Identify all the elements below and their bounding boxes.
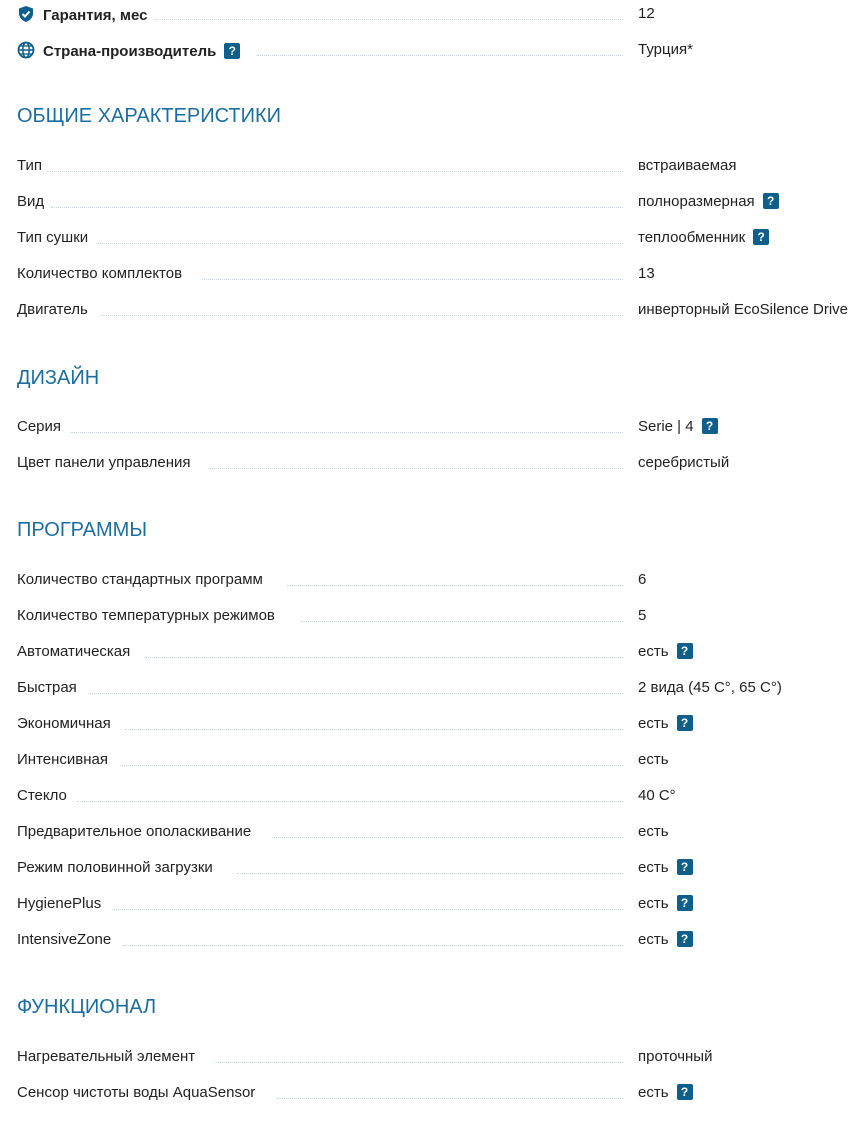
spec-value: есть (638, 751, 669, 768)
spec-value-text: полноразмерная (638, 193, 755, 210)
spec-label: Вид (17, 193, 45, 210)
spec-label (17, 41, 240, 61)
dotted-leader (272, 837, 623, 838)
dotted-leader (287, 585, 623, 586)
spec-label: Количество температурных режимов (17, 607, 275, 624)
spec-value: 6 (638, 571, 647, 588)
dotted-leader (237, 873, 623, 874)
spec-row (17, 263, 863, 285)
dotted-leader (121, 765, 623, 766)
spec-row (17, 605, 863, 627)
spec-value-text: есть (638, 859, 669, 876)
spec-label: Экономичная (17, 715, 111, 732)
spec-value (638, 715, 693, 733)
spec-label: Цвет панели управления (17, 454, 191, 471)
dotted-leader (257, 55, 623, 56)
spec-row (17, 713, 863, 735)
spec-row (17, 452, 863, 474)
spec-row-country (17, 39, 863, 61)
help-icon[interactable]: ? (677, 895, 693, 911)
spec-value (638, 418, 718, 436)
dotted-leader (145, 657, 623, 658)
spec-value-text: есть (638, 895, 669, 912)
dotted-leader (123, 945, 623, 946)
spec-value (638, 895, 693, 913)
spec-row (17, 893, 863, 915)
help-icon[interactable]: ? (677, 859, 693, 875)
help-icon[interactable]: ? (677, 643, 693, 659)
spec-label (17, 5, 147, 25)
spec-label: Двигатель (17, 301, 88, 318)
globe-icon (17, 41, 35, 59)
spec-value: есть (638, 823, 669, 840)
spec-row (17, 857, 863, 879)
spec-row (17, 299, 863, 321)
section-title-general: ОБЩИЕ ХАРАКТЕРИСТИКИ (17, 105, 282, 127)
dotted-leader (277, 1098, 623, 1099)
dotted-leader (71, 432, 623, 433)
spec-row (17, 677, 863, 699)
spec-row (17, 749, 863, 771)
shield-check-icon (17, 5, 35, 23)
spec-label: Количество комплектов (17, 265, 183, 282)
section-title-design: ДИЗАЙН (17, 367, 100, 389)
spec-value-text: теплообменник (638, 229, 746, 246)
help-icon[interactable]: ? (763, 193, 779, 209)
spec-value-text: есть (638, 643, 669, 660)
section-title-programs: ПРОГРАММЫ (17, 519, 148, 541)
spec-row-warranty (17, 3, 863, 25)
spec-label: Нагревательный элемент (17, 1048, 196, 1065)
help-icon[interactable]: ? (677, 931, 693, 947)
spec-label: Интенсивная (17, 751, 108, 768)
spec-value: Турция* (638, 41, 693, 58)
spec-value: 13 (638, 265, 655, 282)
section-title-functional: ФУНКЦИОНАЛ (17, 996, 157, 1018)
spec-row (17, 191, 863, 213)
spec-label: Быстрая (17, 679, 77, 696)
spec-label: Тип сушки (17, 229, 89, 246)
spec-row (17, 569, 863, 591)
spec-value (638, 1084, 693, 1102)
dotted-leader (214, 1062, 623, 1063)
spec-label: Количество стандартных программ (17, 571, 263, 588)
spec-value: 2 вида (45 С°, 65 С°) (638, 679, 782, 696)
spec-row (17, 821, 863, 843)
dotted-leader (301, 621, 623, 622)
spec-value-text: есть (638, 715, 669, 732)
spec-label: Предварительное ополаскивание (17, 823, 252, 840)
spec-value: 40 С° (638, 787, 676, 804)
dotted-leader (202, 279, 623, 280)
spec-value: инверторный EcoSilence Drive (638, 301, 849, 318)
help-icon[interactable]: ? (677, 1084, 693, 1100)
dotted-leader (101, 315, 623, 316)
dotted-leader (51, 207, 623, 208)
spec-value (638, 859, 693, 877)
spec-value-text: есть (638, 1084, 669, 1101)
dotted-leader (113, 909, 623, 910)
spec-value: 12 (638, 5, 655, 22)
dotted-leader (47, 171, 623, 172)
spec-value (638, 643, 693, 661)
spec-value: серебристый (638, 454, 730, 471)
help-icon[interactable]: ? (224, 43, 240, 59)
spec-label: Тип (17, 157, 43, 174)
dotted-leader (155, 19, 623, 20)
spec-row (17, 1046, 863, 1068)
spec-label: Сенсор чистоты воды AquaSensor (17, 1084, 256, 1101)
spec-label-text: Страна-производитель (43, 43, 217, 60)
spec-row (17, 641, 863, 663)
spec-row (17, 155, 863, 177)
help-icon[interactable]: ? (753, 229, 769, 245)
help-icon[interactable]: ? (677, 715, 693, 731)
spec-row (17, 929, 863, 951)
spec-label: Стекло (17, 787, 67, 804)
spec-value (638, 931, 693, 949)
help-icon[interactable]: ? (702, 418, 718, 434)
dotted-leader (209, 468, 623, 469)
spec-value: 5 (638, 607, 647, 624)
dotted-leader (77, 801, 623, 802)
spec-label: Автоматическая (17, 643, 131, 660)
spec-label: IntensiveZone (17, 931, 112, 948)
dotted-leader (89, 693, 623, 694)
spec-value: встраиваемая (638, 157, 737, 174)
dotted-leader (125, 729, 623, 730)
spec-row (17, 785, 863, 807)
spec-label: HygienePlus (17, 895, 102, 912)
spec-value (638, 193, 779, 211)
spec-label-text: Гарантия, мес (43, 7, 148, 24)
spec-value-text: Serie | 4 (638, 418, 694, 435)
spec-label: Режим половинной загрузки (17, 859, 213, 876)
spec-row (17, 416, 863, 438)
spec-label: Серия (17, 418, 62, 435)
spec-row (17, 1082, 863, 1104)
spec-value-text: есть (638, 931, 669, 948)
spec-value (638, 229, 769, 247)
spec-value: проточный (638, 1048, 713, 1065)
dotted-leader (97, 243, 623, 244)
spec-row (17, 227, 863, 249)
